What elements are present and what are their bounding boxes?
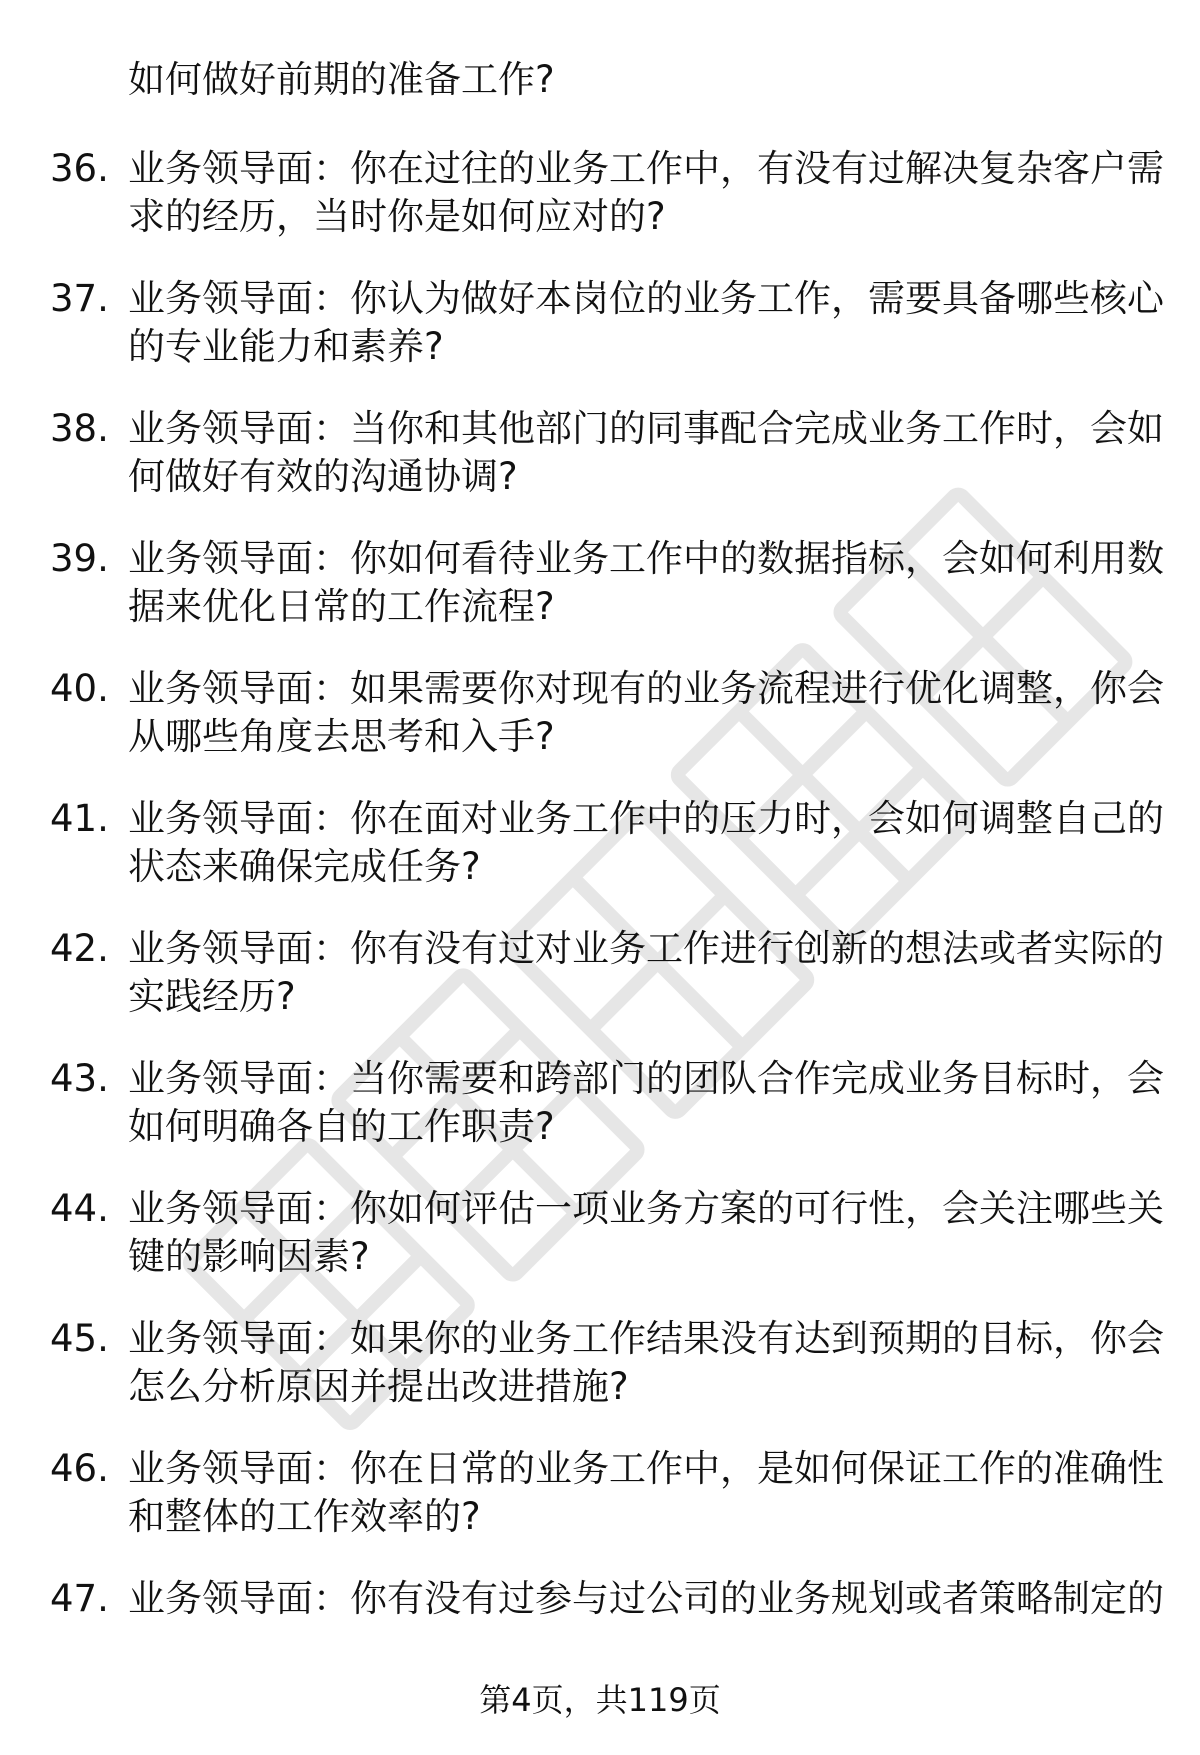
list-item (0, 527, 1200, 657)
continued-question-text: 如何做好前期的准备工作? (128, 58, 555, 101)
question-list (0, 137, 1200, 1697)
question-number: 37. (50, 277, 109, 320)
question-number: 38. (50, 407, 109, 450)
list-item (0, 917, 1200, 1047)
question-number: 46. (50, 1447, 109, 1490)
question-line: 和整体的工作效率的? (128, 1495, 481, 1538)
question-line: 业务领导面：你在过往的业务工作中，有没有过解决复杂客户需 (128, 147, 1164, 190)
question-text (128, 665, 1164, 761)
question-line: 业务领导面：你有没有过对业务工作进行创新的想法或者实际的 (128, 927, 1164, 970)
question-line: 如何明确各自的工作职责? (128, 1105, 555, 1148)
question-number: 44. (50, 1187, 109, 1230)
list-item (0, 1177, 1200, 1307)
list-item (0, 787, 1200, 917)
question-line: 键的影响因素? (128, 1235, 370, 1278)
question-line: 何做好有效的沟通协调? (128, 455, 518, 498)
list-item (0, 267, 1200, 397)
question-line: 实践经历? (128, 975, 296, 1018)
list-item (0, 137, 1200, 267)
question-number: 41. (50, 797, 109, 840)
question-text (128, 405, 1164, 501)
list-item (0, 397, 1200, 527)
question-line: 的专业能力和素养? (128, 325, 444, 368)
question-text (128, 275, 1164, 371)
question-line: 业务领导面：你如何评估一项业务方案的可行性，会关注哪些关 (128, 1187, 1164, 1230)
question-line: 业务领导面：如果你的业务工作结果没有达到预期的目标，你会 (128, 1317, 1164, 1360)
question-number: 47. (50, 1577, 109, 1620)
question-text (128, 925, 1164, 1021)
question-line: 业务领导面：你在日常的业务工作中，是如何保证工作的准确性 (128, 1447, 1164, 1490)
question-line: 业务领导面：当你需要和跨部门的团队合作完成业务目标时，会 (128, 1057, 1164, 1100)
question-line: 状态来确保完成任务? (128, 845, 481, 888)
question-line: 业务领导面：当你和其他部门的同事配合完成业务工作时，会如 (128, 407, 1164, 450)
question-line: 业务领导面：你认为做好本岗位的业务工作，需要具备哪些核心 (128, 277, 1164, 320)
page-number-footer: 第4页，共119页 (479, 1681, 721, 1719)
question-line: 怎么分析原因并提出改进措施? (128, 1365, 629, 1408)
question-text (128, 1185, 1164, 1281)
list-item (0, 1047, 1200, 1177)
question-number: 43. (50, 1057, 109, 1100)
question-line: 业务领导面：你如何看待业务工作中的数据指标，会如何利用数 (128, 537, 1164, 580)
question-line: 业务领导面：如果需要你对现有的业务流程进行优化调整，你会 (128, 667, 1164, 710)
question-line: 求的经历，当时你是如何应对的? (128, 195, 666, 238)
question-text (128, 1315, 1164, 1411)
list-item (0, 1567, 1200, 1697)
question-text (128, 1575, 1164, 1623)
question-text (128, 1445, 1164, 1541)
question-number: 40. (50, 667, 109, 710)
list-item (0, 1307, 1200, 1437)
question-number: 42. (50, 927, 109, 970)
question-number: 39. (50, 537, 109, 580)
list-item (0, 657, 1200, 787)
question-line: 据来优化日常的工作流程? (128, 585, 555, 628)
question-text (128, 795, 1164, 891)
question-text (128, 535, 1164, 631)
list-item (0, 1437, 1200, 1567)
question-number: 45. (50, 1317, 109, 1360)
question-line: 从哪些角度去思考和入手? (128, 715, 555, 758)
question-line: 业务领导面：你在面对业务工作中的压力时，会如何调整自己的 (128, 797, 1164, 840)
question-text (128, 145, 1164, 241)
question-text (128, 1055, 1164, 1151)
question-number: 36. (50, 147, 109, 190)
question-line: 业务领导面：你有没有过参与过公司的业务规划或者策略制定的 (128, 1577, 1164, 1620)
